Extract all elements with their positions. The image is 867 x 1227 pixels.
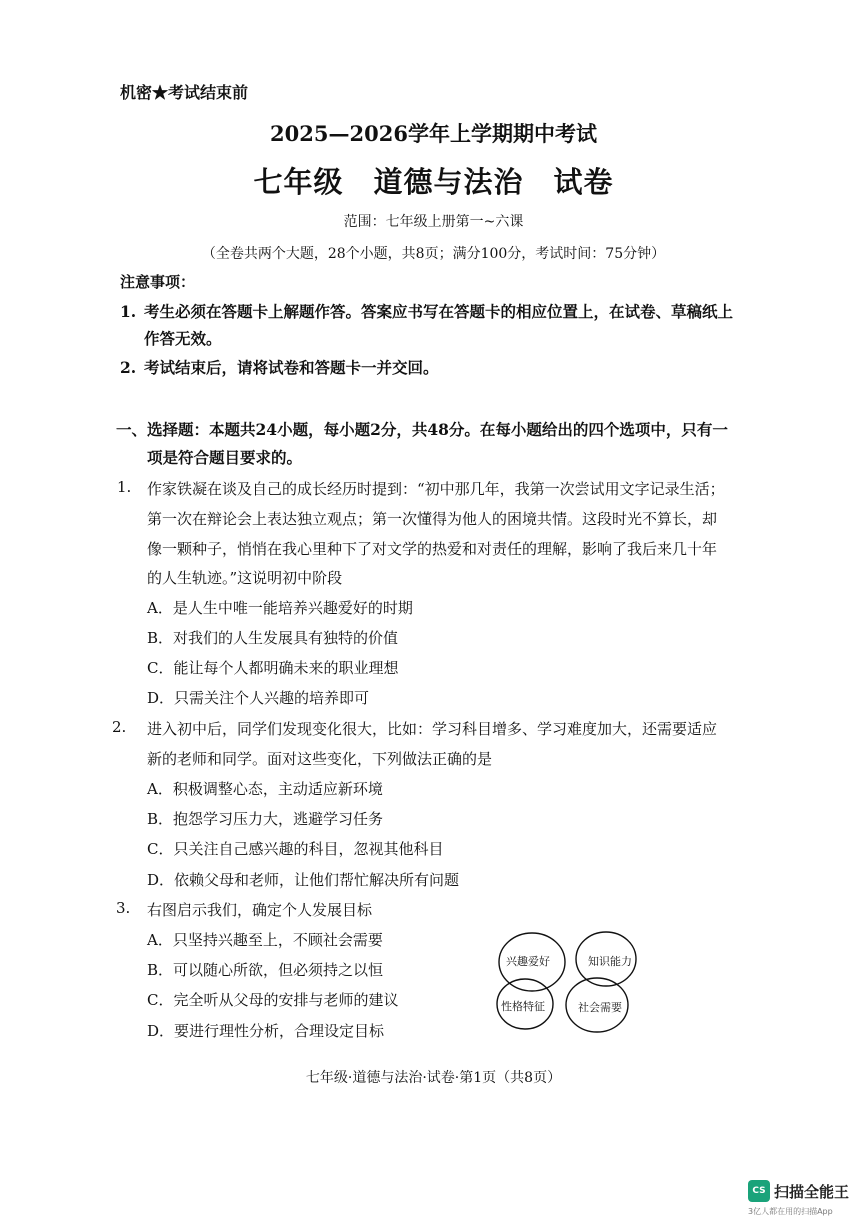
venn-label-knowledge: 知识能力	[588, 955, 632, 968]
question-number: 1.	[117, 478, 132, 496]
option-a: A．积极调整心态，主动适应新环境	[147, 780, 383, 798]
note-text: 考生必须在答题卡上解题作答。答案应书写在答题卡的相应位置上，在试卷、草稿纸上	[144, 302, 734, 321]
option-a: A．只坚持兴趣至上，不顾社会需要	[147, 931, 383, 949]
option-c: C．只关注自己感兴趣的科目，忽视其他科目	[147, 840, 444, 858]
note-item	[120, 300, 733, 322]
question-text: 第一次在辩论会上表达独立观点；第一次懂得为他人的困境共情。这段时光不算长，却	[147, 510, 718, 528]
scanner-watermark	[748, 1180, 849, 1202]
note-number: 2.	[120, 358, 137, 377]
note-text: 考试结束后，请将试卷和答题卡一并交回。	[144, 358, 439, 377]
note-text-continued: 作答无效。	[144, 329, 222, 348]
question-text: 的人生轨迹。”这说明初中阶段	[147, 569, 343, 587]
venn-label-social: 社会需要	[578, 1001, 622, 1014]
confidential-mark: 机密★考试结束前	[120, 83, 249, 102]
venn-diagram	[488, 925, 638, 1037]
exam-info: （全卷共两个大题，28个小题，共8页；满分100分，考试时间：75分钟）	[201, 246, 666, 262]
option-b: B．抱怨学习压力大，逃避学习任务	[147, 810, 384, 828]
page-footer: 七年级·道德与法治·试卷·第1页（共8页）	[305, 1070, 562, 1086]
option-b: B．可以随心所欲，但必须持之以恒	[147, 961, 384, 979]
question-text: 作家铁凝在谈及自己的成长经历时提到：“初中那几年，我第一次尝试用文字记录生活；	[147, 480, 725, 498]
option-b: B．对我们的人生发展具有独特的价值	[147, 629, 399, 647]
note-item	[120, 356, 439, 378]
question-text: 右图启示我们，确定个人发展目标	[147, 901, 373, 919]
question-text: 新的老师和同学。面对这些变化，下列做法正确的是	[147, 750, 493, 768]
notes-title: 注意事项：	[120, 273, 196, 291]
option-d: D．只需关注个人兴趣的培养即可	[147, 689, 370, 707]
option-c: C．能让每个人都明确未来的职业理想	[147, 659, 399, 677]
section-heading-continued: 项是符合题目要求的。	[147, 448, 303, 467]
option-a: A．是人生中唯一能培养兴趣爱好的时期	[147, 599, 413, 617]
venn-label-interest: 兴趣爱好	[506, 955, 550, 968]
exam-scope: 范围：七年级上册第一~六课	[343, 214, 524, 230]
scanner-logo-icon: CS	[748, 1180, 770, 1202]
option-c: C．完全听从父母的安排与老师的建议	[147, 991, 399, 1009]
section-heading: 一、选择题：本题共24小题，每小题2分，共48分。在每小题给出的四个选项中，只有一	[116, 420, 728, 439]
question-number: 3.	[116, 899, 131, 917]
question-text: 进入初中后，同学们发现变化很大，比如：学习科目增多、学习难度加大，还需要适应	[147, 720, 718, 738]
exam-title: 2025—2026学年上学期期中考试	[270, 121, 597, 146]
option-d: D．要进行理性分析，合理设定目标	[147, 1022, 385, 1040]
scanner-tagline: 3亿人都在用的扫描App	[748, 1207, 833, 1216]
scanner-app-name: 扫描全能王	[774, 1182, 850, 1201]
question-text: 像一颗种子，悄悄在我心里种下了对文学的热爱和对责任的理解，影响了我后来几十年	[147, 540, 718, 558]
venn-label-personality: 性格特征	[501, 1000, 545, 1013]
exam-subtitle: 七年级 道德与法治 试卷	[253, 165, 614, 199]
note-number: 1.	[120, 302, 137, 321]
question-number: 2.	[112, 718, 127, 736]
option-d: D．依赖父母和老师，让他们帮忙解决所有问题	[147, 871, 460, 889]
